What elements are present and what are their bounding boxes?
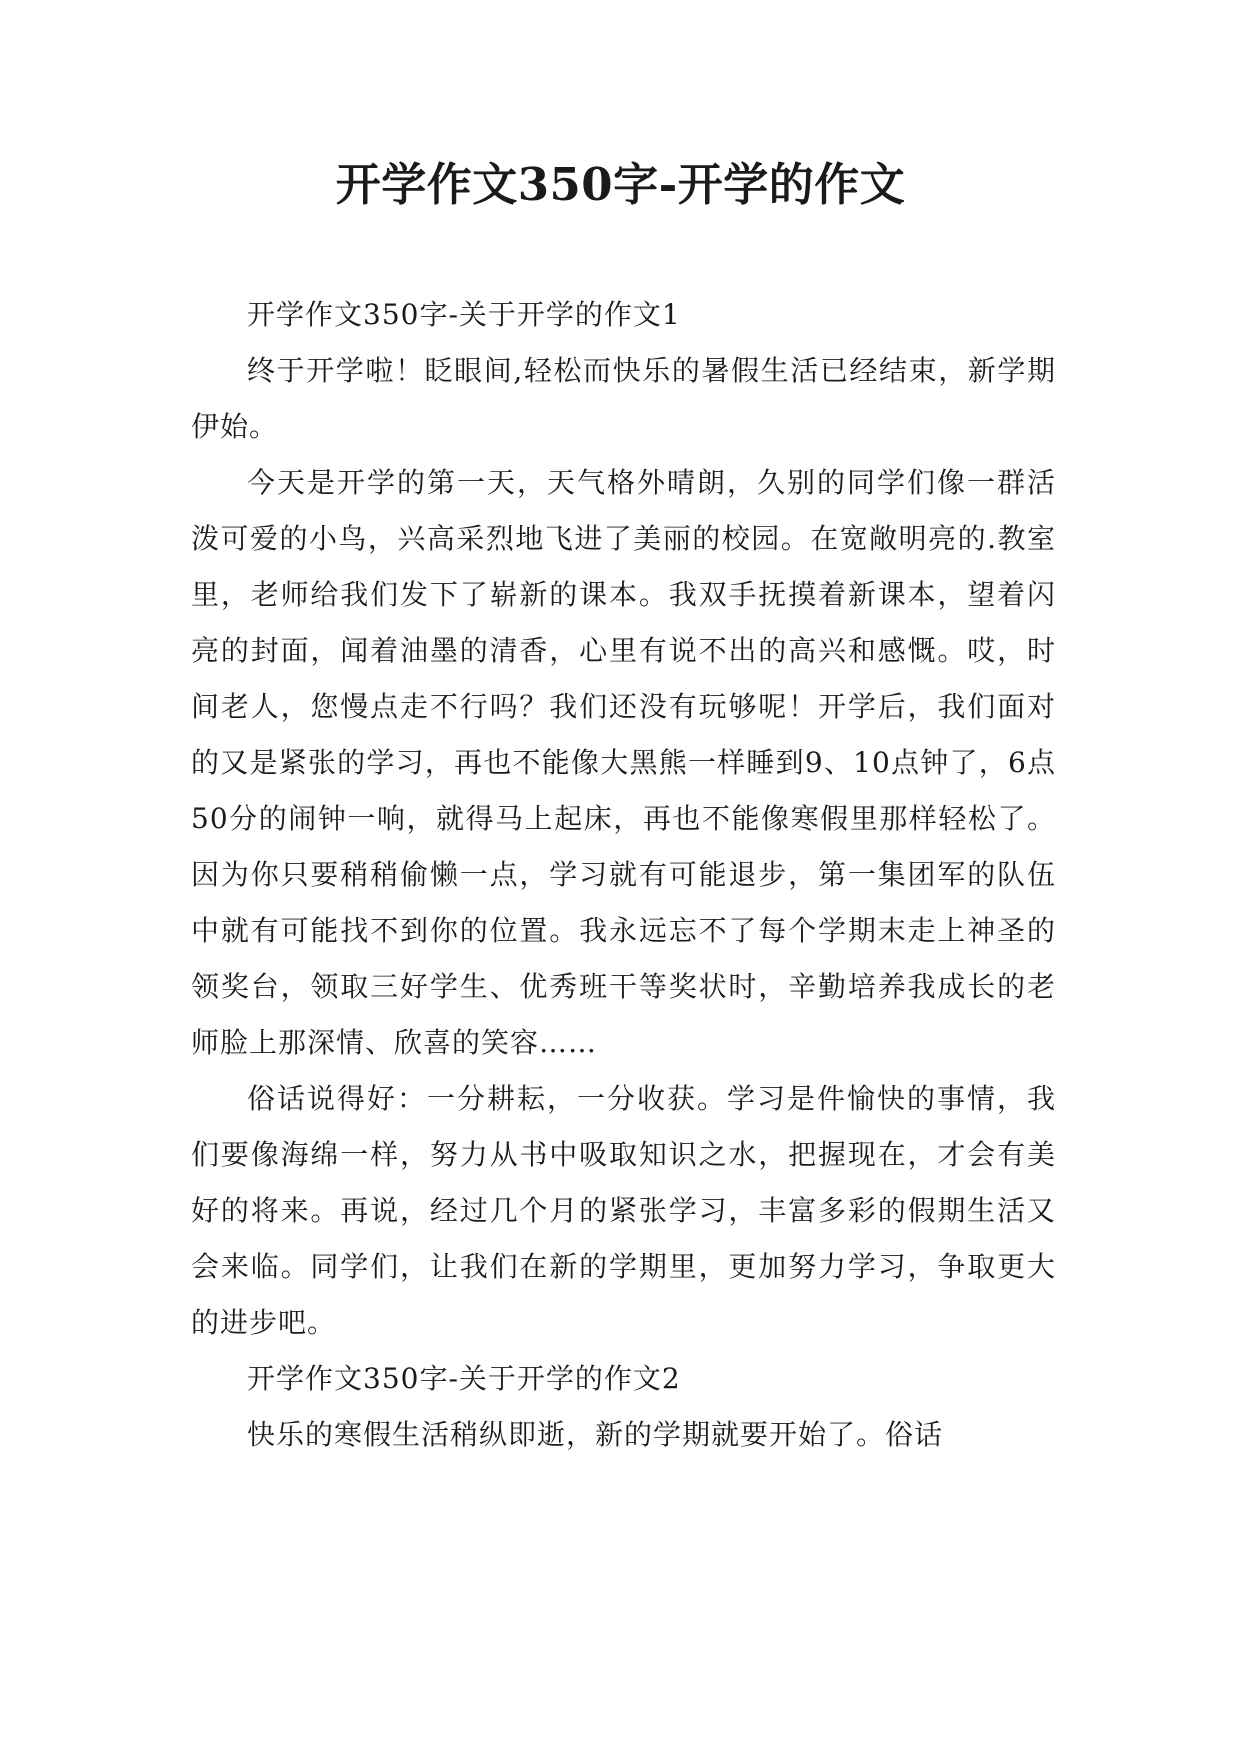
- section-heading-1: 开学作文350字-关于开学的作文1: [247, 298, 681, 331]
- document-body: [191, 287, 1056, 1463]
- paragraph: 快乐的寒假生活稍纵即逝，新的学期就要开始了。俗话: [247, 1418, 944, 1451]
- paragraph: 今天是开学的第一天，天气格外晴朗，久别的同学们像一群活泼可爱的小鸟，兴高采烈地飞进了美丽的校园。在宽敞明亮的.教室里，老师给我们发下了崭新的课本。我双手抚摸着新课本，望着闪亮的封面，闻着油墨的清香，心里有说不出的高兴和感慨。哎，时间老人，您慢点走不行吗？我们还没有玩够呢！开学后，我们面对的又是紧张的学习，再也不能像大黑熊一样睡到9、10点钟了，6点50分的闹钟一响，就得马上起床，再也不能像寒假里那样轻松了。因为你只要稍稍偷懒一点，学习就有可能退步，第一集团军的队伍中就有可能找不到你的位置。我永远忘不了每个学期末走上神圣的领奖台，领取三好学生、优秀班干等奖状时，辛勤培养我成长的老师脸上那深情、欣喜的笑容……: [191, 466, 1056, 1059]
- document-title: 开学作文350字-开学的作文: [335, 158, 906, 211]
- paragraph: 终于开学啦！眨眼间,轻松而快乐的暑假生活已经结束，新学期伊始。: [191, 354, 1056, 443]
- section-heading-2: 开学作文350字-关于开学的作文2: [247, 1362, 681, 1395]
- paragraph: 俗话说得好：一分耕耘，一分收获。学习是件愉快的事情，我们要像海绵一样，努力从书中吸取知识之水，把握现在，才会有美好的将来。再说，经过几个月的紧张学习，丰富多彩的假期生活又会来临。同学们，让我们在新的学期里，更加努力学习，争取更大的进步吧。: [191, 1082, 1056, 1339]
